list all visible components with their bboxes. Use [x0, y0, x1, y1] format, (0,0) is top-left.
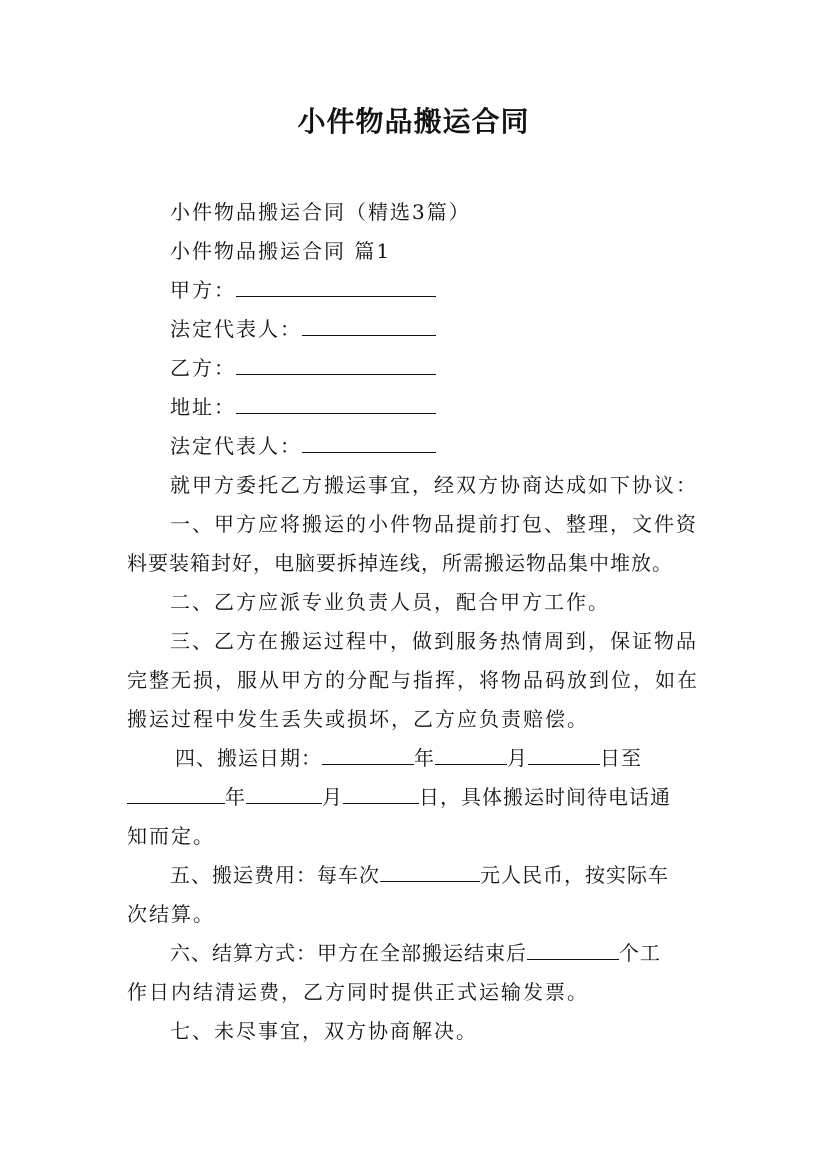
clause-4-prefix: 四、搬运日期：: [175, 746, 322, 770]
year-label: 年: [414, 746, 435, 770]
clause-5-suffix: 元人民币，按实际车: [480, 863, 669, 887]
clause-5-line-2: 次结算。: [127, 902, 215, 926]
clause-6-line-2: 作日内结清运费，乙方同时提供正式运输发票。: [127, 980, 589, 1004]
year-2-blank: [127, 783, 225, 804]
party-b-label: 乙方：: [170, 356, 236, 380]
party-a-blank: [236, 276, 436, 297]
party-b-field: [170, 354, 770, 382]
party-b-blank: [236, 354, 436, 375]
legal-rep-b-blank: [302, 432, 436, 453]
clause-5-prefix: 五、搬运费用：每车次: [170, 863, 380, 887]
subtitle: 小件物品搬运合同（精选3篇）: [170, 200, 471, 224]
fee-blank: [380, 861, 480, 882]
clause-5-line-1: [170, 861, 770, 889]
section-heading: 小件物品搬运合同 篇1: [170, 239, 392, 263]
year-blank: [322, 744, 414, 765]
address-field: [170, 393, 770, 421]
day-2-blank: [343, 783, 419, 804]
clause-2: 二、乙方应派专业负责人员，配合甲方工作。: [170, 590, 610, 614]
clause-3-line-3: 搬运过程中发生丢失或损坏，乙方应负责赔偿。: [127, 707, 589, 731]
legal-rep-a-blank: [302, 315, 436, 336]
intro-paragraph: 就甲方委托乙方搬运事宜，经双方协商达成如下协议：: [170, 473, 698, 497]
month-2-label: 月: [322, 785, 343, 809]
address-blank: [236, 393, 436, 414]
clause-3-line-2: 完整无损，服从甲方的分配与指挥，将物品码放到位，如在: [127, 668, 699, 692]
legal-rep-a-field: [170, 315, 770, 343]
clause-6-line-1: [170, 939, 770, 967]
party-a-label: 甲方：: [170, 278, 236, 302]
address-label: 地址：: [170, 395, 236, 419]
clause-6-prefix: 六、结算方式：甲方在全部搬运结束后: [170, 941, 527, 965]
legal-rep-b-label: 法定代表人：: [170, 434, 302, 458]
day-to-label: 日至: [600, 746, 642, 770]
month-label: 月: [507, 746, 528, 770]
clause-1-line-2: 料要装箱封好，电脑要拆掉连线，所需搬运物品集中堆放。: [127, 551, 673, 575]
clause-7: 七、未尽事宜，双方协商解决。: [170, 1019, 478, 1043]
month-blank: [435, 744, 507, 765]
clause-4-line-2: [127, 783, 727, 811]
clause-4-line-1: [175, 744, 775, 772]
clause-1-line-1: 一、甲方应将搬运的小件物品提前打包、整理，文件资: [170, 512, 698, 536]
clause-4-line-3: 知而定。: [127, 824, 215, 848]
legal-rep-b-field: [170, 432, 770, 460]
clause-4-suffix: 日，具体搬运时间待电话通: [419, 785, 671, 809]
clause-3-line-1: 三、乙方在搬运过程中，做到服务热情周到，保证物品: [170, 629, 698, 653]
year-2-label: 年: [225, 785, 246, 809]
month-2-blank: [246, 783, 322, 804]
document-title: 小件物品搬运合同: [297, 105, 530, 138]
party-a-field: [170, 276, 770, 304]
day-blank: [528, 744, 600, 765]
legal-rep-a-label: 法定代表人：: [170, 317, 302, 341]
workdays-blank: [527, 939, 619, 960]
clause-6-suffix: 个工: [619, 941, 661, 965]
